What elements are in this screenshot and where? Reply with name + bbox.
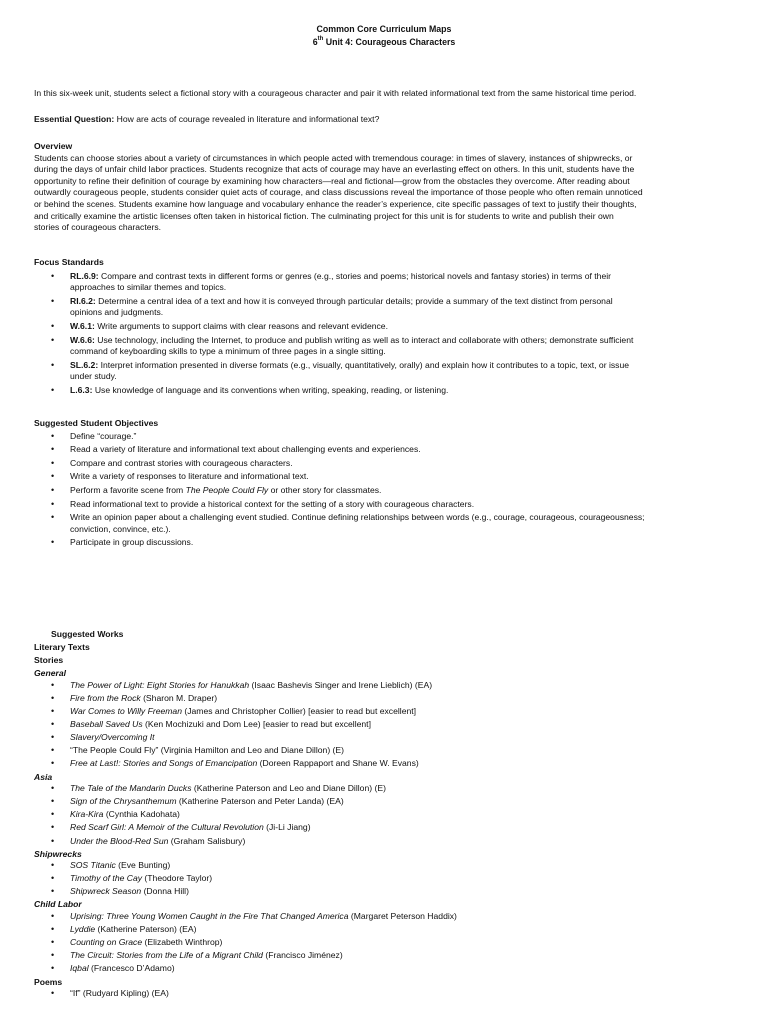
overview-section	[34, 141, 736, 234]
group-heading-general: General	[34, 668, 67, 679]
standard-item: • W.6.1: Write arguments to support claims with clear reasons and relevant evidence.	[34, 321, 736, 333]
essential-question: Essential Question: How are acts of courage revealed in literature and informational text?	[34, 114, 380, 124]
literary-texts-heading: Literary Texts	[34, 642, 90, 653]
suggested-works-heading: Suggested Works	[51, 629, 124, 639]
group-heading-asia: Asia	[34, 771, 53, 782]
standards-list	[34, 271, 736, 397]
works-list-asia	[34, 783, 736, 847]
work-item: • War Comes to Willy Freeman (James and Christopher Collier) [easier to read but excellent]	[34, 706, 736, 718]
work-item: • Fire from the Rock (Sharon M. Draper)	[34, 693, 736, 705]
work-item: • Under the Blood-Red Sun (Graham Salisbury)	[34, 836, 736, 848]
work-item: • The Power of Light: Eight Stories for Hanukkah (Isaac Bashevis Singer and Irene Lieblich) (EA)	[34, 680, 736, 692]
work-item: • Kira-Kira (Cynthia Kadohata)	[34, 809, 736, 821]
work-item: • The Circuit: Stories from the Life of a Migrant Child (Francisco Jiménez)	[34, 950, 736, 962]
objective-item: • Compare and contrast stories with courageous characters.	[34, 458, 736, 470]
focus-standards-section	[34, 257, 736, 397]
work-item: • Lyddie (Katherine Paterson) (EA)	[34, 924, 736, 936]
standard-item: • L.6.3: Use knowledge of language and its conventions when writing, speaking, reading, or listening.	[34, 385, 736, 397]
work-item: • Baseball Saved Us (Ken Mochizuki and Dom Lee) [easier to read but excellent]	[34, 719, 736, 731]
work-item: • SOS Titanic (Eve Bunting)	[34, 860, 736, 872]
objectives-list	[34, 431, 736, 549]
work-item: • Counting on Grace (Elizabeth Winthrop)	[34, 937, 736, 949]
objectives-heading: Suggested Student Objectives	[34, 418, 159, 428]
standard-item: • RI.6.2: Determine a central idea of a text and how it is conveyed through particular details; provide a summary of the text distinct from personal opinions and judgments.	[34, 296, 736, 319]
stories-heading: Stories	[34, 655, 64, 666]
standard-item: • W.6.6: Use technology, including the Internet, to produce and publish writing as well as to interact and collaborate with others; demonstrate sufficient command of keyboarding skills to type a minimum of three pages in a single sitting.	[34, 335, 736, 358]
objectives-section	[34, 418, 736, 549]
objective-item: • Perform a favorite scene from The People Could Fly or other story for classmates.	[34, 485, 736, 497]
work-item: • The Tale of the Mandarin Ducks (Katherine Paterson and Leo and Diane Dillon) (E)	[34, 783, 736, 795]
focus-standards-heading: Focus Standards	[34, 257, 104, 267]
works-list-child-labor	[34, 911, 736, 975]
objective-item: • Define “courage.”	[34, 431, 736, 443]
objective-item: • Write a variety of responses to literature and informational text.	[34, 471, 736, 483]
work-item: • Uprising: Three Young Women Caught in the Fire That Changed America (Margaret Peterson Haddix)	[34, 911, 736, 923]
works-list-shipwrecks	[34, 860, 736, 898]
works-list-poems	[34, 988, 736, 1000]
group-heading-child-labor: Child Labor	[34, 899, 82, 910]
overview-text: Students can choose stories about a variety of circumstances in which people acted with tremendous courage: in times of slavery, instances of shipwrecks, or during the days of unfair child labor practices. Students recognize that acts of courage may have an everlasting effect on others. In this unit, students have the opportunity to refine their definition of courage by examining how characters—real and fictional—grow from the obstacles they overcome. After reading about outwardly courageous people, students consider quiet acts of courage, and class discussions reveal the importance of those people who often remain unnoticed or behind the scenes. Students examine how language and vocabulary enhance the reader’s experience, cite specific passages of text to justify their thoughts, and critically examine the artistic licenses often taken in historical fiction. The culminating project for this unit is for students to write and publish their own stories of courageous characters.	[34, 152, 643, 233]
objective-item: • Read a variety of literature and informational text about challenging events and experiences.	[34, 444, 736, 456]
curriculum-title: Common Core Curriculum Maps	[316, 24, 452, 34]
objective-item: • Participate in group discussions.	[34, 537, 736, 549]
work-item: • Timothy of the Cay (Theodore Taylor)	[34, 873, 736, 885]
suggested-works-section	[34, 629, 736, 1000]
works-list-general	[34, 680, 736, 770]
group-heading-shipwrecks: Shipwrecks	[34, 848, 82, 859]
work-item: • Shipwreck Season (Donna Hill)	[34, 886, 736, 898]
intro-paragraph: In this six-week unit, students select a fictional story with a courageous character and pair it with related informational text from the same historical time period.	[34, 88, 637, 98]
standard-item: • SL.6.2: Interpret information presented in diverse formats (e.g., visually, quantitatively, orally) and explain how it contributes to a topic, text, or issue under study.	[34, 360, 736, 383]
work-item: • Slavery/Overcoming It	[34, 732, 736, 744]
document-header	[0, 23, 768, 48]
work-item: • Red Scarf Girl: A Memoir of the Cultural Revolution (Ji-Li Jiang)	[34, 822, 736, 834]
unit-title: 6th Unit 4: Courageous Characters	[312, 35, 456, 47]
overview-heading: Overview	[34, 141, 73, 151]
standard-item: • RL.6.9: Compare and contrast texts in different forms or genres (e.g., stories and poems; historical novels and fantasy stories) in terms of their approaches to similar themes and topics.	[34, 271, 736, 294]
objective-item: • Read informational text to provide a historical context for the setting of a story with courageous characters.	[34, 499, 736, 511]
work-item: • Free at Last!: Stories and Songs of Emancipation (Doreen Rappaport and Shane W. Evans)	[34, 758, 736, 770]
objective-item: • Write an opinion paper about a challenging event studied. Continue defining relationships between words (e.g., courage, courageous, courageousness; conviction, convince, etc.).	[34, 512, 736, 535]
work-item: • Iqbal (Francesco D’Adamo)	[34, 963, 736, 975]
poems-heading: Poems	[34, 976, 63, 987]
work-item: • “If” (Rudyard Kipling) (EA)	[34, 988, 736, 1000]
work-item: • Sign of the Chrysanthemum (Katherine Paterson and Peter Landa) (EA)	[34, 796, 736, 808]
work-item: • “The People Could Fly” (Virginia Hamilton and Leo and Diane Dillon) (E)	[34, 745, 736, 757]
